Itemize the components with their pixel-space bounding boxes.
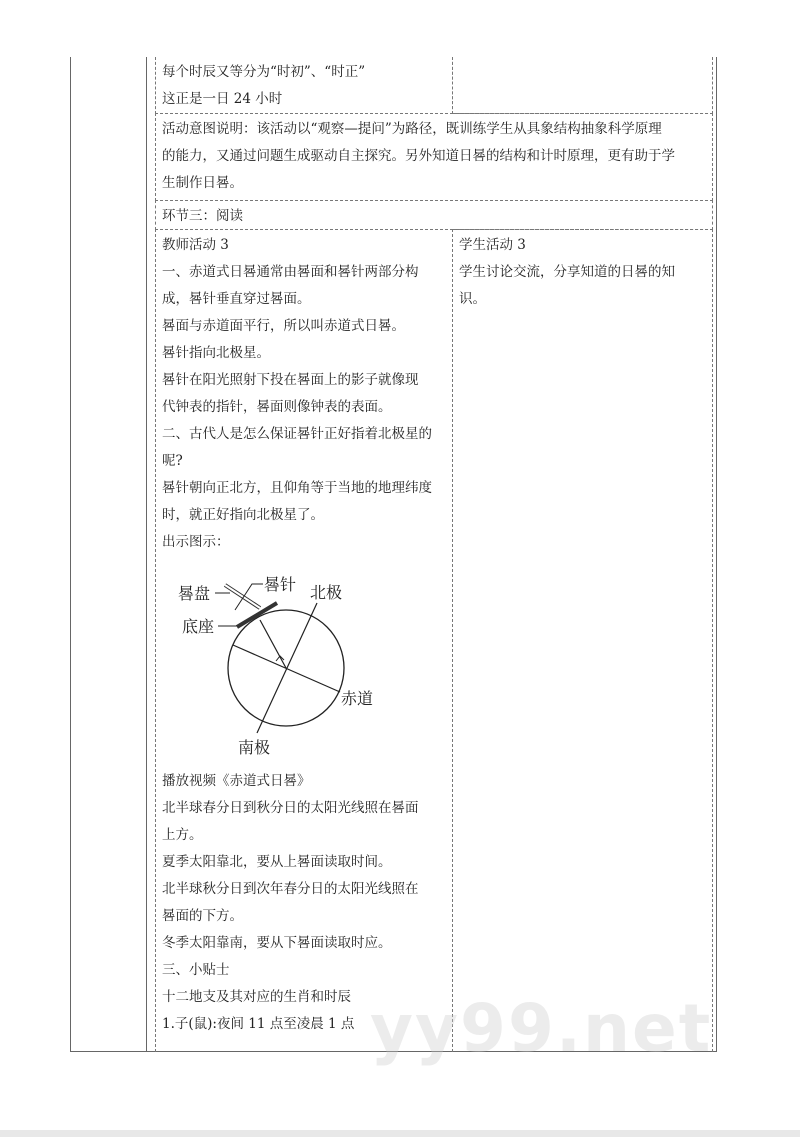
- text-line: 冬季太阳靠南，要从下晷面读取时应。: [162, 935, 392, 951]
- watermark: yy99.net: [370, 990, 713, 1067]
- label-equator: 赤道: [341, 689, 374, 708]
- text-line: 晷针指向北极星。: [162, 345, 270, 361]
- label-gnomon: 晷针: [264, 575, 297, 594]
- text-line: 学生活动 3: [459, 237, 526, 253]
- text-line: 1.子(鼠):夜间 11 点至凌晨 1 点: [162, 1016, 355, 1032]
- text-line: 呢?: [162, 453, 183, 469]
- page-bottom-edge: [0, 1130, 800, 1137]
- text-line: 晷面与赤道面平行，所以叫赤道式日晷。: [162, 318, 405, 334]
- text-line: 上方。: [162, 827, 203, 843]
- section-title-cell: [155, 200, 713, 230]
- label-south-pole: 南极: [238, 738, 271, 757]
- text-line: 晷针朝向正北方，且仰角等于当地的地理纬度: [162, 480, 432, 496]
- first-column: [70, 57, 147, 1052]
- label-base: 底座: [182, 617, 215, 636]
- label-north-pole: 北极: [310, 583, 343, 602]
- vertical-line: [260, 620, 286, 668]
- text-line: 时，就正好指向北极星了。: [162, 507, 324, 523]
- text-line: 学生讨论交流，分享知道的日晷的知: [459, 264, 675, 280]
- text-line: 北半球春分日到秋分日的太阳光线照在晷面: [162, 800, 419, 816]
- text-line: 夏季太阳靠北，要从上晷面读取时间。: [162, 854, 392, 870]
- text-line: 晷针在阳光照射下投在晷面上的影子就像现: [162, 372, 419, 388]
- teacher-activity-cell: [155, 229, 453, 1052]
- text-line: 播放视频《赤道式日晷》: [162, 773, 311, 789]
- label-dial: 晷盘: [178, 584, 211, 603]
- text-line: 出示图示：: [162, 534, 230, 550]
- text-line: 活动意图说明：该活动以“观察—提问”为路径，既训练学生从具象结构抽象科学原理: [162, 121, 662, 137]
- text-line: 成，晷针垂直穿过晷面。: [162, 291, 311, 307]
- equatorial-sundial-diagram: [160, 560, 400, 770]
- section-title: 环节三：阅读: [162, 208, 243, 224]
- text-line: 教师活动 3: [162, 237, 229, 253]
- text-line: 十二地支及其对应的生肖和时辰: [162, 989, 351, 1005]
- text-line: 每个时辰又等分为“时初”、“时正”: [162, 64, 366, 80]
- activity-intent-cell: [155, 113, 713, 201]
- text-line: 二、古代人是怎么保证晷针正好指着北极星的: [162, 426, 432, 442]
- text-line: 三、小贴士: [162, 962, 230, 978]
- text-line: 生制作日晷。: [162, 175, 243, 191]
- axis-line: [257, 603, 317, 733]
- angle-mark: [276, 656, 284, 661]
- text-line: 这正是一日 24 小时: [162, 91, 283, 107]
- text-line: 代钟表的指针，晷面则像钟表的表面。: [162, 399, 392, 415]
- text-line: 北半球秋分日到次年春分日的太阳光线照在: [162, 881, 419, 897]
- row1-right-cell: [452, 57, 713, 114]
- text-line: 识。: [459, 291, 486, 307]
- text-line: 一、赤道式日晷通常由晷面和晷针两部分构: [162, 264, 419, 280]
- text-line: 的能力，又通过问题生成驱动自主探究。另外知道日晷的结构和计时原理，更有助于学: [162, 148, 675, 164]
- student-activity-cell: [452, 229, 713, 1052]
- row1-left-cell: [155, 57, 453, 114]
- text-line: 晷面的下方。: [162, 908, 243, 924]
